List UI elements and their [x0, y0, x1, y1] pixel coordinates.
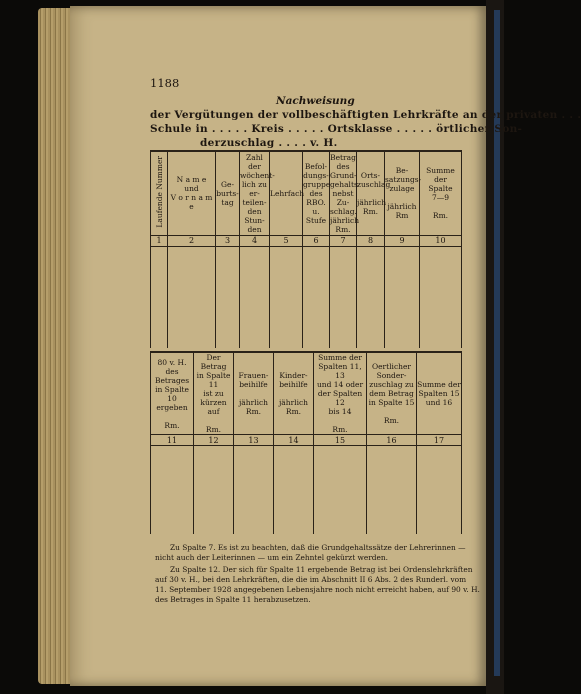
column-number: 2: [168, 235, 216, 246]
body-cell: [330, 246, 357, 348]
footnote-line-2: nicht auch der Leiterinnen — um ein Zehntel gekürzt werden.: [155, 553, 388, 562]
column-number: 8: [357, 235, 385, 246]
header-cell-1: Laufende Nummer: [151, 151, 168, 235]
column-number: 16: [367, 435, 417, 446]
footnote-line-5: 11. September 1928 angegebenen Lebensjahre noch nicht erreicht haben, auf 90 v. H.: [155, 585, 480, 594]
column-number-row: [151, 235, 462, 246]
body-cell: [417, 446, 462, 534]
column-number: 15: [314, 435, 367, 446]
body-cell: [367, 446, 417, 534]
column-number: 1: [151, 235, 168, 246]
heading-line-1: der Vergütungen der vollbeschäftigten Lehrkräfte an der privaten . . .: [150, 109, 581, 121]
header-cell-15: Summe der Spalten 11, 13 und 14 oder der Spalten 12 bis 14 Rm.: [314, 352, 367, 435]
heading-line-2: Schule in . . . . . Kreis . . . . . Ortsklasse . . . . . örtlicher Son-: [150, 123, 523, 135]
table-upper: [150, 150, 462, 348]
body-cell: [234, 446, 274, 534]
body-cell: [151, 446, 194, 534]
column-number: 13: [234, 435, 274, 446]
body-cell: [274, 446, 314, 534]
footnote-line-6: des Betrages in Spalte 11 herabzusetzen.: [155, 595, 311, 604]
header-cell-3: Ge- burts- tag: [216, 151, 240, 235]
header-cell-10: Summe der Spalte 7—9 Rm.: [420, 151, 462, 235]
header-cell-17: Summe der Spalten 15 und 16: [417, 352, 462, 435]
column-number: 17: [417, 435, 462, 446]
column-number: 3: [216, 235, 240, 246]
body-cell: [168, 246, 216, 348]
header-cell-7: Betrag des Grund- gehalts nebst Zu- schlag. jährlich Rm.: [330, 152, 360, 234]
body-cell: [314, 446, 367, 534]
body-cell: [357, 246, 385, 348]
header-cell-2: N a m e und V o r n a m e: [168, 151, 216, 235]
footnote-line-4: auf 30 v. H., bei den Lehrkräften, die die im Abschnitt II 6 Abs. 2 des Runderl. vom: [155, 575, 467, 584]
document-title: Nachweisung: [276, 95, 355, 107]
body-cell: [151, 246, 168, 348]
header-cell-14: Kinder- beihilfe jährlich Rm.: [274, 352, 314, 435]
body-cell: [194, 446, 234, 534]
table-header-row: [151, 352, 462, 435]
body-cell: [420, 246, 462, 348]
column-number: 6: [303, 235, 330, 246]
heading-line-3: derzuschlag . . . . v. H.: [200, 137, 338, 149]
header-cell-16: Oertlicher Sonder- zuschlag zu dem Betrag in Spalte 15 Rm.: [367, 352, 417, 435]
header-cell-9: Be- satzungs- zulage jährlich Rm: [385, 151, 420, 235]
body-cell: [270, 246, 303, 348]
header-cell-6: Befol- dungs- gruppe des RBO. u. Stufe: [303, 151, 330, 235]
column-number: 12: [194, 435, 234, 446]
column-number: 14: [274, 435, 314, 446]
column-number-row: [151, 435, 462, 446]
header-cell-12: Der Betrag in Spalte 11 ist zu kürzen auf Rm.: [194, 352, 234, 435]
header-cell-5: Lehrfach: [270, 151, 303, 235]
table-header-row: [151, 151, 462, 235]
table-body-row: [151, 246, 462, 348]
column-number: 4: [240, 235, 270, 246]
column-number: 9: [385, 235, 420, 246]
footnote-line-3: Zu Spalte 12. Der sich für Spalte 11 ergebende Betrag ist bei Ordenslehrkräften: [170, 565, 473, 574]
body-cell: [303, 246, 330, 348]
body-cell: [216, 246, 240, 348]
column-number: 7: [330, 235, 357, 246]
column-number: 10: [420, 235, 462, 246]
column-number: 5: [270, 235, 303, 246]
footnote-line-1: Zu Spalte 7. Es ist zu beachten, daß die Grundgehaltssätze der Lehrerinnen —: [170, 543, 466, 552]
header-cell-11: 80 v. H. des Betrages in Spalte 10 ergeben Rm.: [151, 352, 194, 435]
column-number: 11: [151, 435, 194, 446]
body-cell: [240, 246, 270, 348]
header-cell-4: Zahl der wöchent- lich zu er- teilen- den Stun- den: [240, 152, 275, 234]
header-cell-13: Frauen- beihilfe jährlich Rm.: [234, 352, 274, 435]
table-lower: [150, 351, 462, 534]
body-cell: [385, 246, 420, 348]
page-number: 1188: [150, 76, 180, 90]
table-body-row: [151, 446, 462, 534]
header-cell-8: Orts- zuschlag jährlich Rm.: [357, 151, 385, 235]
